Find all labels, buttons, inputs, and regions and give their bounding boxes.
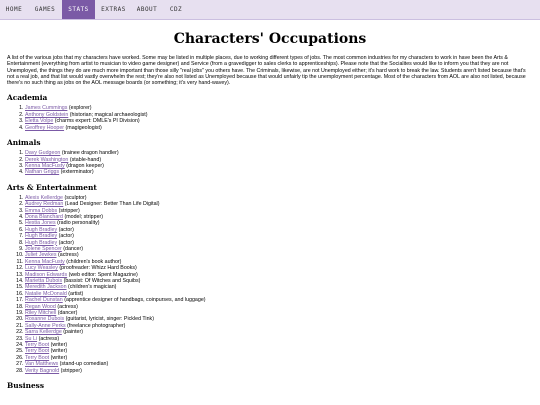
character-link[interactable]: Lucy Weasley <box>25 265 58 272</box>
character-link[interactable]: Riley Mitchell <box>25 310 57 317</box>
occupation-text: (writer) <box>50 354 68 361</box>
character-link[interactable]: Geoffrey Hooper <box>25 124 65 131</box>
character-link[interactable]: Dona Blanchard <box>25 213 63 220</box>
character-link[interactable]: Davy Gudgeon <box>25 150 61 157</box>
occupation-list <box>7 150 533 176</box>
character-link[interactable]: Hugh Bradley <box>25 226 58 233</box>
intro-paragraph: A list of the various jobs that my characters have worked. Some may be listed in multiple places, due to working different types of jobs. The most common industries for my characters to work in have been the Arts & Entertainment (everything from artist to musician to video game designer) and Service (from a gravedigger to sales clerks to apprenticeships). Please note that the Socialites would like to inform you that they are not Unemployed, the things they do are much more important than those silly "real jobs" you others have. The Criminals, likewise, are not Unemployed either; it's hard work to break the law. Students aren't listed because that's not a real job, and that list would vastly overwhelm the rest; they're also not listed as Unemployed because that would unfairly tip the unemployment percentage. Most of the characters from AOL are also not listed, because there's no such thing as jobs on the AOL message boards (or something; it's very hand-wavey). <box>7 55 526 87</box>
occupation-text: (charms expert: DMLE's PI Division) <box>54 118 140 125</box>
character-link[interactable]: James Cummings <box>25 105 68 112</box>
nav-games[interactable]: GAMES <box>34 6 56 13</box>
occupation-text: (guitarist, lyricist, singer: Pickled Tink) <box>65 316 154 323</box>
sections-container <box>7 93 533 390</box>
occupation-text: (actor) <box>58 239 74 246</box>
character-link[interactable]: Sarra Kellerdge <box>25 329 62 336</box>
character-link[interactable]: Derek Washington <box>25 156 69 163</box>
character-link[interactable]: Hestia Jones <box>25 220 56 227</box>
occupation-text: (radio personality) <box>57 220 100 227</box>
occupation-text: (writer) <box>50 348 68 355</box>
character-link[interactable]: Anthony Goldstein <box>25 111 69 118</box>
character-link[interactable]: Natalie McDonald <box>25 290 67 297</box>
character-link[interactable]: Marietta Dubois <box>25 278 63 285</box>
occupation-text: (stripper) <box>58 207 80 214</box>
list-item <box>25 368 533 374</box>
character-link[interactable]: Hugh Bradley <box>25 239 58 246</box>
section-heading: Animals <box>7 138 41 148</box>
occupation-text: (actor) <box>58 233 74 240</box>
character-link[interactable]: Madison Edwards <box>25 271 68 278</box>
occupation-list <box>7 195 533 374</box>
occupation-text: (stand-up comedian) <box>59 361 109 368</box>
nav-extras[interactable]: EXTRAS <box>101 6 126 13</box>
occupation-list <box>7 105 533 131</box>
occupation-text: (actress) <box>38 335 60 342</box>
character-link[interactable]: Terry Boot <box>25 348 50 355</box>
occupation-text: (model; stripper) <box>64 213 104 220</box>
character-link[interactable]: Su Li <box>25 335 38 342</box>
occupation-text: (dragon keeper) <box>66 162 104 169</box>
occupation-text: (stripper) <box>60 367 82 374</box>
occupation-text: (actress) <box>57 252 79 259</box>
character-link[interactable]: Meredith Jackson <box>25 284 67 291</box>
occupation-text: (actress) <box>57 303 78 310</box>
character-link[interactable]: Juliet Jewkes <box>25 252 57 259</box>
character-link[interactable]: Kenna MacFusty <box>25 162 65 169</box>
occupation-text: (proofreader: Whizz Hard Books) <box>59 265 137 272</box>
character-link[interactable]: Rachel Dunstan <box>25 297 63 304</box>
occupation-text: (artist) <box>68 290 84 297</box>
character-link[interactable]: Kenna MacFusty <box>25 258 65 265</box>
occupation-text: (children's magician) <box>68 284 117 291</box>
nav-home[interactable]: HOME <box>5 6 23 13</box>
character-link[interactable]: Hugh Bradley <box>25 233 58 240</box>
occupation-text: (magigeologist) <box>65 124 102 131</box>
character-link[interactable]: Jolene Spencer <box>25 245 62 252</box>
nav-about[interactable]: ABOUT <box>136 6 158 13</box>
section-heading: Academia <box>7 93 48 103</box>
nav-stats[interactable]: STATS <box>62 0 95 19</box>
occupation-text: (painter) <box>63 329 84 336</box>
occupation-text: (apprentice designer of handbags, coinpurses, and luggage) <box>64 297 206 304</box>
character-link[interactable]: Roxanne Dubois <box>25 316 65 323</box>
list-item <box>25 169 533 175</box>
character-link[interactable]: Eletta Volpe <box>25 118 54 125</box>
character-link[interactable]: Regan Wood <box>25 303 56 310</box>
character-link[interactable]: Emma Dobbs <box>25 207 58 214</box>
occupation-text: (historian; magical archaeologist) <box>69 111 148 118</box>
occupation-text: (dancer) <box>57 310 78 317</box>
occupation-text: (web editor: Spent Magazine) <box>68 271 138 278</box>
occupation-text: (exterminator) <box>60 169 94 176</box>
nav-cdz[interactable]: CDZ <box>169 6 183 13</box>
occupation-text: (explorer) <box>68 105 92 112</box>
character-link[interactable]: Nathan Griggs <box>25 169 60 176</box>
occupation-text: (sculptor) <box>64 194 87 201</box>
occupation-text: (bassist: Of Witches and Squibs) <box>63 278 141 285</box>
occupation-text: (children's book author) <box>66 258 122 265</box>
occupation-text: (trainee dragon handler) <box>61 150 119 157</box>
occupation-text: (writer) <box>50 342 68 349</box>
occupation-text: (Lead Designer: Better Than Life Digital) <box>64 201 160 208</box>
character-link[interactable]: Alexis Kellerdge <box>25 194 63 201</box>
character-link[interactable]: Verity Bagnold <box>25 367 60 374</box>
section-heading: Arts & Entertainment <box>7 182 97 192</box>
character-link[interactable]: Van Matthews <box>25 361 59 368</box>
top-nav <box>0 0 540 20</box>
section-heading: Business <box>7 381 44 391</box>
character-link[interactable]: Sally-Anne Perks <box>25 322 66 329</box>
occupation-text: (freelance photographer) <box>67 322 126 329</box>
list-item <box>25 125 533 131</box>
page-content <box>0 31 540 390</box>
occupation-text: (actor) <box>58 226 74 233</box>
occupation-text: (dancer) <box>63 245 84 252</box>
occupation-text: (stable-hand) <box>69 156 102 163</box>
character-link[interactable]: Terry Boot <box>25 354 50 361</box>
character-link[interactable]: Audrey Redman <box>25 201 64 208</box>
character-link[interactable]: Terry Boot <box>25 342 50 349</box>
page-title: Characters' Occupations <box>173 31 367 47</box>
